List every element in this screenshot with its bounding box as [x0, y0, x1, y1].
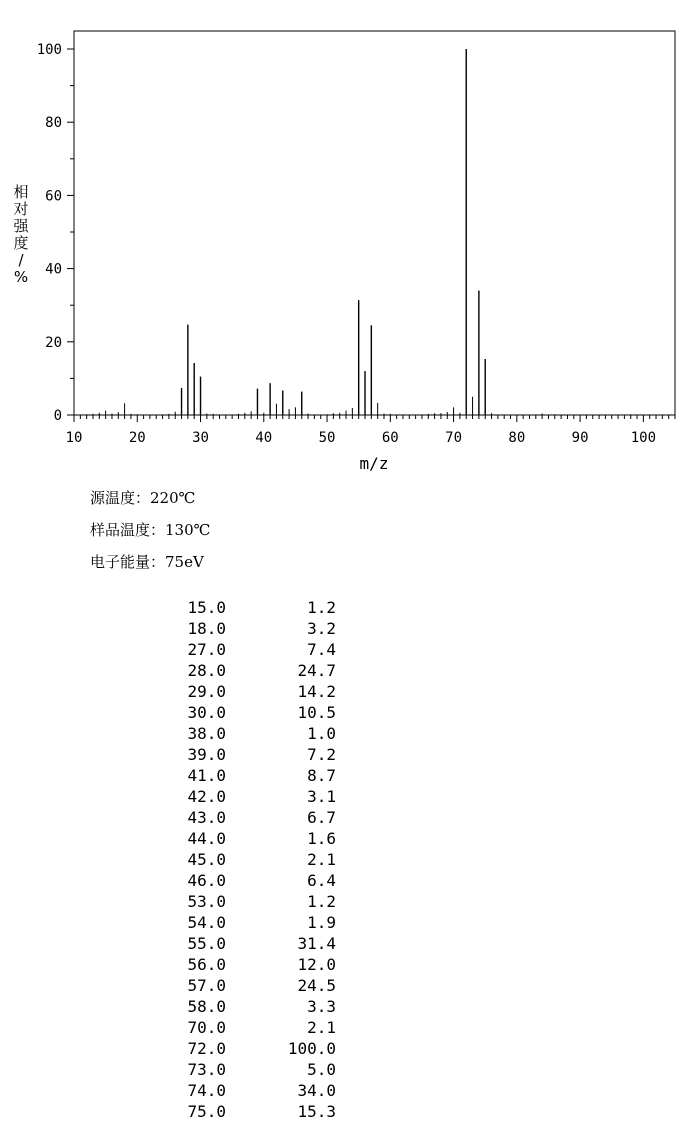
chart-tick-labels	[37, 42, 656, 446]
peak-mz: 30.0	[187, 703, 226, 722]
peak-mz: 43.0	[187, 808, 226, 827]
peak-row	[150, 996, 336, 1017]
peak-row	[150, 933, 336, 954]
peak-row	[150, 870, 336, 891]
peak-mz: 38.0	[187, 724, 226, 743]
peak-intensity: 24.7	[297, 661, 336, 680]
y-tick-label: 0	[53, 408, 62, 424]
y-tick-label: 100	[36, 42, 62, 58]
peak-mz: 39.0	[187, 745, 226, 764]
peak-mz: 18.0	[187, 619, 226, 638]
x-tick-label: 40	[255, 430, 273, 446]
peak-mz: 28.0	[187, 661, 226, 680]
y-axis-label-char: 度	[13, 234, 29, 252]
y-axis-label	[10, 184, 32, 286]
peak-row	[150, 1059, 336, 1080]
peak-mz: 70.0	[187, 1018, 226, 1037]
peak-row	[150, 849, 336, 870]
peak-intensity: 1.2	[307, 892, 336, 911]
y-tick-label: 20	[45, 334, 62, 351]
peak-mz: 46.0	[187, 871, 226, 890]
x-axis-label: m/z	[359, 454, 389, 473]
peak-mz: 53.0	[187, 892, 226, 911]
peak-intensity: 14.2	[297, 682, 336, 701]
peak-intensity: 3.2	[307, 619, 336, 638]
peak-intensity: 7.4	[307, 640, 336, 659]
peak-intensity: 3.1	[307, 787, 336, 806]
peak-row	[150, 1101, 336, 1122]
peak-table	[150, 597, 336, 1122]
peak-intensity: 10.5	[297, 703, 336, 722]
sample-temperature: 样品温度：130℃	[90, 521, 211, 539]
peak-intensity: 3.3	[307, 997, 336, 1016]
x-tick-label: 30	[192, 430, 209, 446]
peak-intensity: 1.9	[307, 913, 336, 932]
peak-intensity: 2.1	[307, 1018, 336, 1037]
peak-mz: 74.0	[187, 1081, 226, 1100]
y-tick-label: 40	[45, 261, 62, 278]
peak-mz: 55.0	[187, 934, 226, 953]
peak-intensity: 1.6	[307, 829, 336, 848]
peak-mz: 56.0	[187, 955, 226, 974]
peak-mz: 29.0	[187, 682, 226, 701]
peak-mz: 27.0	[187, 640, 226, 659]
mass-spectrum-chart	[0, 0, 696, 480]
y-axis-label-char: 对	[13, 200, 29, 218]
peak-row	[150, 639, 336, 660]
peak-row	[150, 702, 336, 723]
y-axis-label-char: /	[18, 251, 24, 269]
peak-mz: 72.0	[187, 1039, 226, 1058]
electron-energy: 电子能量：75eV	[90, 553, 204, 571]
peak-row	[150, 912, 336, 933]
peak-row	[150, 618, 336, 639]
peak-row	[150, 723, 336, 744]
peak-intensity: 6.4	[307, 871, 336, 890]
peak-intensity: 6.7	[307, 808, 336, 827]
peak-mz: 57.0	[187, 976, 226, 995]
peak-mz: 73.0	[187, 1060, 226, 1079]
x-tick-label: 70	[445, 430, 463, 446]
peak-row	[150, 681, 336, 702]
peak-intensity: 7.2	[307, 745, 336, 764]
y-tick-label: 60	[45, 188, 62, 205]
peak-row	[150, 954, 336, 975]
peak-row	[150, 891, 336, 912]
peak-mz: 42.0	[187, 787, 226, 806]
x-tick-label: 80	[508, 430, 526, 446]
peak-mz: 45.0	[187, 850, 226, 869]
peak-row	[150, 597, 336, 618]
peak-row	[150, 828, 336, 849]
peak-row	[150, 765, 336, 786]
source-temperature: 源温度：220℃	[90, 489, 196, 507]
x-tick-label: 100	[630, 430, 657, 446]
peak-row	[150, 786, 336, 807]
x-tick-label: 90	[571, 430, 589, 446]
peak-row	[150, 807, 336, 828]
peak-mz: 54.0	[187, 913, 226, 932]
y-axis-label-char: 强	[13, 217, 29, 235]
peak-mz: 15.0	[187, 598, 226, 617]
peak-row	[150, 975, 336, 996]
x-tick-label: 50	[318, 430, 336, 446]
peak-intensity: 24.5	[297, 976, 336, 995]
peak-mz: 41.0	[187, 766, 226, 785]
peak-row	[150, 1017, 336, 1038]
peak-intensity: 15.3	[297, 1102, 336, 1121]
peak-intensity: 100.0	[287, 1039, 336, 1058]
peak-intensity: 1.0	[307, 724, 336, 743]
peak-intensity: 31.4	[297, 934, 336, 953]
y-axis-label-char: 相	[13, 183, 29, 201]
peak-intensity: 34.0	[297, 1081, 336, 1100]
x-tick-label: 60	[381, 430, 399, 446]
peak-mz: 44.0	[187, 829, 226, 848]
peak-intensity: 12.0	[297, 955, 336, 974]
y-tick-label: 80	[45, 115, 62, 132]
plot-frame	[74, 31, 675, 415]
y-axis-label-char: %	[13, 268, 29, 286]
x-tick-label: 10	[65, 430, 83, 446]
peak-mz: 75.0	[187, 1102, 226, 1121]
peak-intensity: 2.1	[307, 850, 336, 869]
peak-intensity: 5.0	[307, 1060, 336, 1079]
peak-intensity: 8.7	[307, 766, 336, 785]
peak-mz: 58.0	[187, 997, 226, 1016]
peak-row	[150, 1038, 336, 1059]
peak-row	[150, 1080, 336, 1101]
x-tick-label: 20	[128, 430, 146, 446]
peak-row	[150, 744, 336, 765]
chart-bars	[87, 49, 631, 415]
peak-row	[150, 660, 336, 681]
peak-intensity: 1.2	[307, 598, 336, 617]
